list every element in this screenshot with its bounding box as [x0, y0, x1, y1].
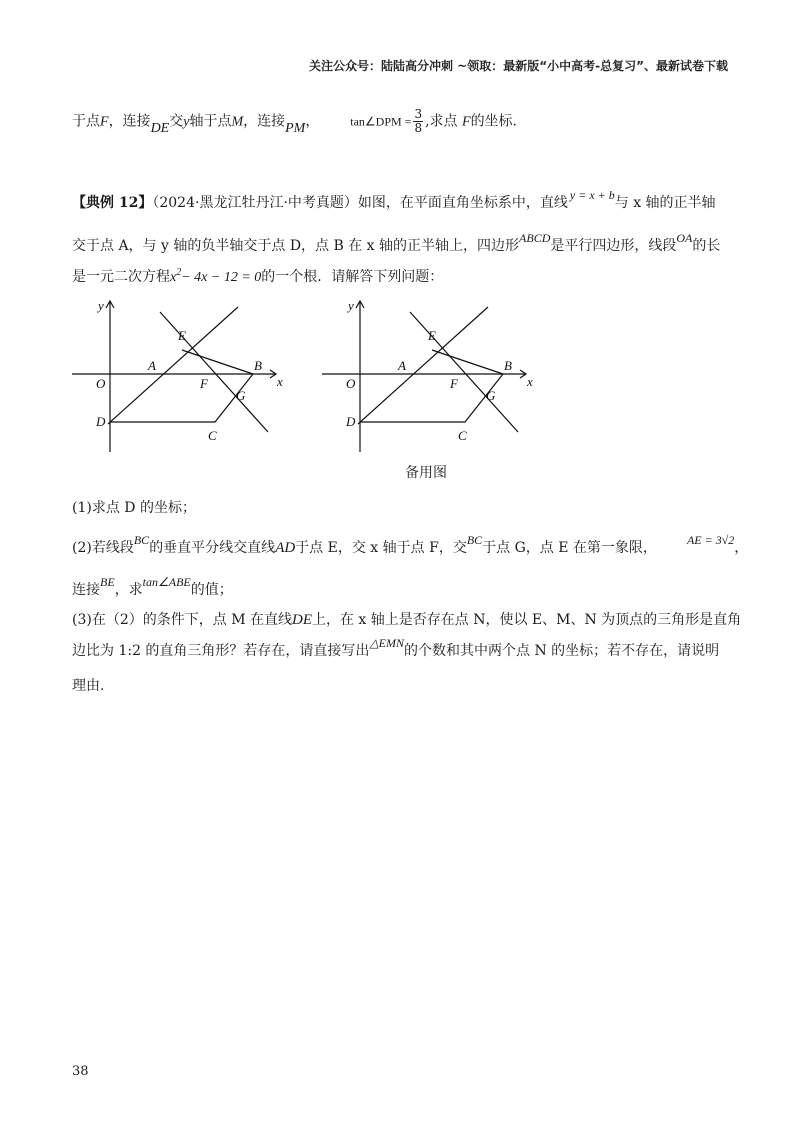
label-e: E — [178, 328, 186, 343]
line-ad — [108, 307, 238, 424]
segment-oa: OA — [676, 231, 693, 245]
coordinate-figure-main — [70, 292, 290, 457]
segment-eb — [182, 350, 253, 374]
text: ， — [734, 540, 749, 556]
question-3-line-2 — [72, 636, 720, 660]
text: (2)若线段 — [72, 540, 134, 556]
ae-length: AE = 3√2 — [686, 533, 735, 547]
coordinate-figure-backup — [320, 292, 540, 457]
example-line-2 — [72, 231, 721, 255]
point-m: M — [231, 114, 244, 130]
text: 的一个根．请解答下列问题： — [261, 269, 444, 285]
text: ，连接 — [243, 113, 286, 130]
line-ad — [358, 307, 488, 424]
segment-pm: PM — [285, 120, 306, 136]
text: 边比为 1:2 的直角三角形？若存在，请直接写出 — [72, 643, 370, 659]
line-efg — [160, 312, 268, 432]
triangle-emn: △EMN — [369, 636, 404, 650]
question-2-line-2 — [72, 575, 233, 599]
tan-abe: tan∠ABE — [142, 575, 191, 589]
segment-de: DE — [150, 120, 170, 136]
label-y: y — [98, 298, 104, 313]
example-title: 【典例 12】 — [72, 195, 153, 211]
text: 是一元二次方程 — [72, 269, 170, 285]
label-g: G — [486, 388, 496, 403]
parallelogram-edges — [110, 374, 253, 422]
point-f: F — [462, 114, 471, 130]
label-o: O — [346, 376, 356, 391]
label-x: x — [277, 374, 283, 389]
line-efg — [410, 312, 518, 432]
segment-bc: BC — [466, 533, 483, 547]
example-title-line — [72, 188, 716, 212]
example-source: （2024·黑龙江牡丹江·中考真题）如图，在平面直角坐标系中，直线 — [152, 195, 568, 211]
fraction-denominator: 8 — [414, 121, 423, 135]
segment-eb — [432, 350, 503, 374]
line-ad-label: AD — [275, 540, 296, 556]
line-de-label: DE — [291, 612, 312, 628]
text: ， — [305, 113, 320, 130]
line-equation: y = x + b — [569, 188, 615, 202]
text: ，连接 — [108, 113, 151, 130]
text: (3)在（2）的条件下，点 M 在直线 — [72, 612, 292, 628]
label-x: x — [527, 374, 533, 389]
label-c: C — [208, 428, 217, 443]
text: 与 x 轴的正半轴 — [614, 195, 716, 211]
page-header: 关注公众号：陆陆高分冲刺 ~领取：最新版“小中高考-总复习”、最新试卷下载 — [309, 59, 728, 73]
text: 于点 — [72, 113, 100, 130]
quadrilateral-abcd: ABCD — [519, 231, 551, 245]
label-o: O — [96, 376, 106, 391]
exponent: 2 — [176, 267, 182, 278]
text: 的个数和其中两个点 N 的坐标；若不存在，请说明 — [404, 643, 720, 659]
label-c: C — [458, 428, 467, 443]
segment-bc: BC — [133, 533, 150, 547]
label-y: y — [348, 298, 354, 313]
text: 的长 — [692, 238, 721, 254]
point-f: F — [100, 114, 109, 130]
text: 是平行四边形，线段 — [550, 238, 677, 254]
tan-expression: tan∠DPM = — [350, 114, 412, 129]
label-g: G — [236, 388, 246, 403]
text: 的垂直平分线交直线 — [149, 540, 276, 556]
question-2-line-1 — [72, 533, 749, 557]
text: 交 — [169, 113, 184, 130]
fraction-numerator: 3 — [414, 107, 423, 121]
text: 于点 E，交 x 轴于点 F，交 — [295, 540, 467, 556]
label-d: D — [346, 414, 356, 429]
label-e: E — [428, 328, 436, 343]
equation-rest: − 4x − 12 = 0 — [181, 270, 262, 285]
axis-y: y — [183, 114, 190, 130]
label-b: B — [504, 358, 512, 373]
label-a: A — [148, 358, 156, 373]
text: 上，在 x 轴上是否存在点 N，使以 E、M、N 为顶点的三角形是直角 — [311, 612, 742, 628]
question-3-line-1 — [72, 609, 741, 629]
label-f: F — [200, 376, 208, 391]
text: ，求 — [114, 582, 143, 598]
previous-problem-line — [72, 108, 517, 135]
equation: x — [170, 270, 177, 285]
label-b: B — [254, 358, 262, 373]
label-d: D — [96, 414, 106, 429]
parallelogram-edges — [360, 374, 503, 422]
fraction — [413, 108, 423, 135]
label-f: F — [450, 376, 458, 391]
text: 的值； — [190, 582, 233, 598]
question-3-line-3: 理由. — [72, 678, 105, 694]
figure-caption: 备用图 — [405, 465, 447, 481]
text: 交于点 A，与 y 轴的负半轴交于点 D，点 B 在 x 轴的正半轴上，四边形 — [72, 238, 520, 254]
text: 轴于点 — [189, 113, 232, 130]
text: 的坐标. — [470, 113, 518, 130]
text: 连接 — [72, 582, 100, 598]
text: 于点 G，点 E 在第一象限， — [482, 540, 657, 556]
segment-be: BE — [100, 575, 115, 589]
label-a: A — [398, 358, 406, 373]
question-1: (1)求点 D 的坐标； — [72, 500, 196, 516]
example-line-3 — [72, 266, 443, 286]
page-number: 38 — [72, 1064, 89, 1079]
text: ,求点 — [425, 113, 458, 130]
